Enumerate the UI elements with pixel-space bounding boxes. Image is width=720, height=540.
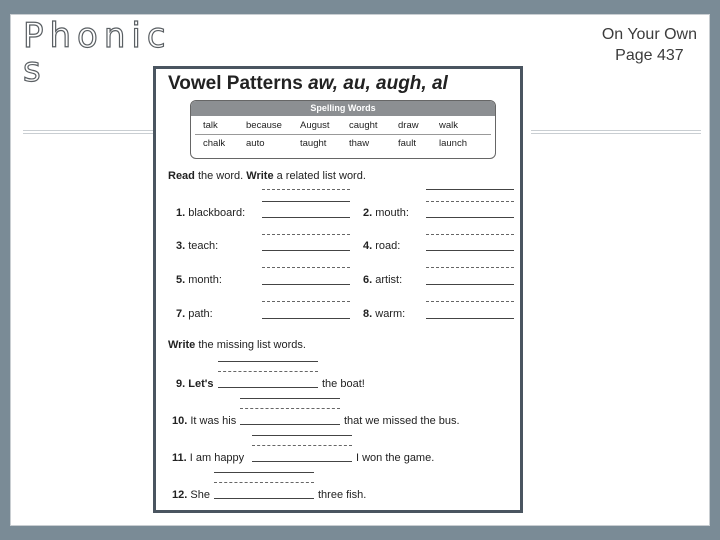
- answer-line[interactable]: [426, 217, 514, 218]
- slide: [10, 14, 710, 526]
- sentence-before: She: [190, 489, 210, 501]
- item-number: 5.: [176, 274, 186, 286]
- answer-line[interactable]: [218, 361, 318, 362]
- spelling-word: auto: [246, 138, 265, 149]
- answer-line[interactable]: [214, 498, 314, 499]
- spelling-word: taught: [300, 138, 327, 149]
- item-number: 12.: [172, 489, 188, 501]
- answer-guide: [252, 445, 352, 446]
- answer-guide: [262, 234, 350, 235]
- sentence-after: that we missed the bus.: [344, 415, 460, 427]
- spelling-words-box: [190, 100, 496, 159]
- answer-line[interactable]: [240, 398, 340, 399]
- item-number: 4.: [363, 240, 373, 252]
- answer-line[interactable]: [218, 387, 318, 388]
- answer-guide: [426, 234, 514, 235]
- worksheet-title: [168, 73, 448, 95]
- related-item: [363, 274, 402, 286]
- answer-line[interactable]: [252, 435, 352, 436]
- answer-line[interactable]: [262, 217, 350, 218]
- spelling-divider: [195, 134, 491, 135]
- item-word: road:: [375, 240, 401, 252]
- instruction-text: a related list word.: [273, 170, 366, 182]
- worksheet-title-plain: Vowel Patterns: [168, 73, 309, 94]
- spelling-words-header: Spelling Words: [191, 101, 495, 116]
- answer-guide: [262, 189, 350, 190]
- item-word: warm:: [375, 308, 406, 320]
- sentence-before: Let's: [188, 378, 214, 390]
- related-item: [176, 308, 213, 320]
- worksheet-title-italic: aw, au, augh, al: [308, 73, 448, 94]
- item-number: 8.: [363, 308, 373, 320]
- right-divider: [531, 133, 701, 134]
- answer-line[interactable]: [426, 250, 514, 251]
- answer-guide: [240, 408, 340, 409]
- spelling-word: launch: [439, 138, 467, 149]
- answer-guide: [214, 482, 314, 483]
- instruction-missing: [168, 339, 306, 351]
- spelling-word: August: [300, 120, 330, 131]
- item-number: 1.: [176, 207, 186, 219]
- spelling-word: chalk: [203, 138, 226, 149]
- item-number: 10.: [172, 415, 188, 427]
- related-item: [363, 240, 400, 252]
- item-number: 2.: [363, 207, 373, 219]
- title-divider: [23, 133, 173, 134]
- spelling-word: caught: [349, 120, 378, 131]
- answer-line[interactable]: [214, 472, 314, 473]
- item-number: 3.: [176, 240, 186, 252]
- item-word: path:: [188, 308, 213, 320]
- answer-guide: [262, 267, 350, 268]
- right-divider: [531, 130, 701, 131]
- answer-guide: [426, 201, 514, 202]
- answer-line[interactable]: [240, 424, 340, 425]
- slide-title: Phonics: [23, 16, 172, 90]
- subtitle-line-2: Page 437: [615, 47, 684, 64]
- related-item: [176, 240, 218, 252]
- item-word: artist:: [375, 274, 403, 286]
- spelling-word: thaw: [349, 138, 370, 149]
- spelling-word: because: [246, 120, 282, 131]
- spelling-row: [191, 136, 495, 153]
- worksheet-image: [153, 66, 523, 513]
- sentence-after: I won the game.: [356, 452, 435, 464]
- sentence-item: [172, 415, 236, 427]
- sentence-before: I am happy: [189, 452, 245, 464]
- related-item: [363, 308, 405, 320]
- item-word: month:: [188, 274, 222, 286]
- sentence-item: [172, 489, 210, 501]
- related-item: [176, 274, 222, 286]
- answer-guide: [262, 301, 350, 302]
- slide-subtitle: [602, 24, 697, 66]
- answer-line[interactable]: [426, 318, 514, 319]
- sentence-item: [172, 452, 244, 464]
- spelling-word: talk: [203, 120, 218, 131]
- answer-line[interactable]: [262, 250, 350, 251]
- instruction-bold: Write: [246, 170, 274, 182]
- instruction-text: the missing list words.: [195, 339, 306, 351]
- subtitle-line-1: On Your Own: [601, 26, 697, 43]
- item-number: 11.: [172, 452, 187, 464]
- instruction-bold: Read: [168, 170, 195, 182]
- answer-line[interactable]: [252, 461, 352, 462]
- answer-line[interactable]: [426, 284, 514, 285]
- related-item: [176, 207, 245, 219]
- item-word: teach:: [188, 240, 219, 252]
- spelling-word: fault: [398, 138, 416, 149]
- item-number: 7.: [176, 308, 186, 320]
- sentence-before: It was his: [190, 415, 237, 427]
- item-number: 9.: [176, 378, 186, 390]
- instruction-related: [168, 170, 366, 182]
- spelling-row: [191, 118, 495, 135]
- sentence-after: three fish.: [318, 489, 367, 501]
- item-word: mouth:: [375, 207, 409, 219]
- spelling-word: walk: [439, 120, 459, 131]
- answer-guide: [426, 301, 514, 302]
- instruction-text: the word.: [194, 170, 247, 182]
- item-number: 6.: [363, 274, 373, 286]
- title-divider: [23, 130, 173, 131]
- sentence-after: the boat!: [322, 378, 365, 390]
- answer-guide: [426, 267, 514, 268]
- answer-guide: [218, 371, 318, 372]
- answer-line[interactable]: [262, 201, 350, 202]
- answer-line[interactable]: [262, 284, 350, 285]
- answer-line[interactable]: [262, 318, 350, 319]
- related-item: [363, 207, 409, 219]
- item-word: blackboard:: [188, 207, 246, 219]
- spelling-word: draw: [398, 120, 419, 131]
- sentence-item: [176, 378, 213, 390]
- answer-line[interactable]: [426, 189, 514, 190]
- instruction-bold: Write: [168, 339, 196, 351]
